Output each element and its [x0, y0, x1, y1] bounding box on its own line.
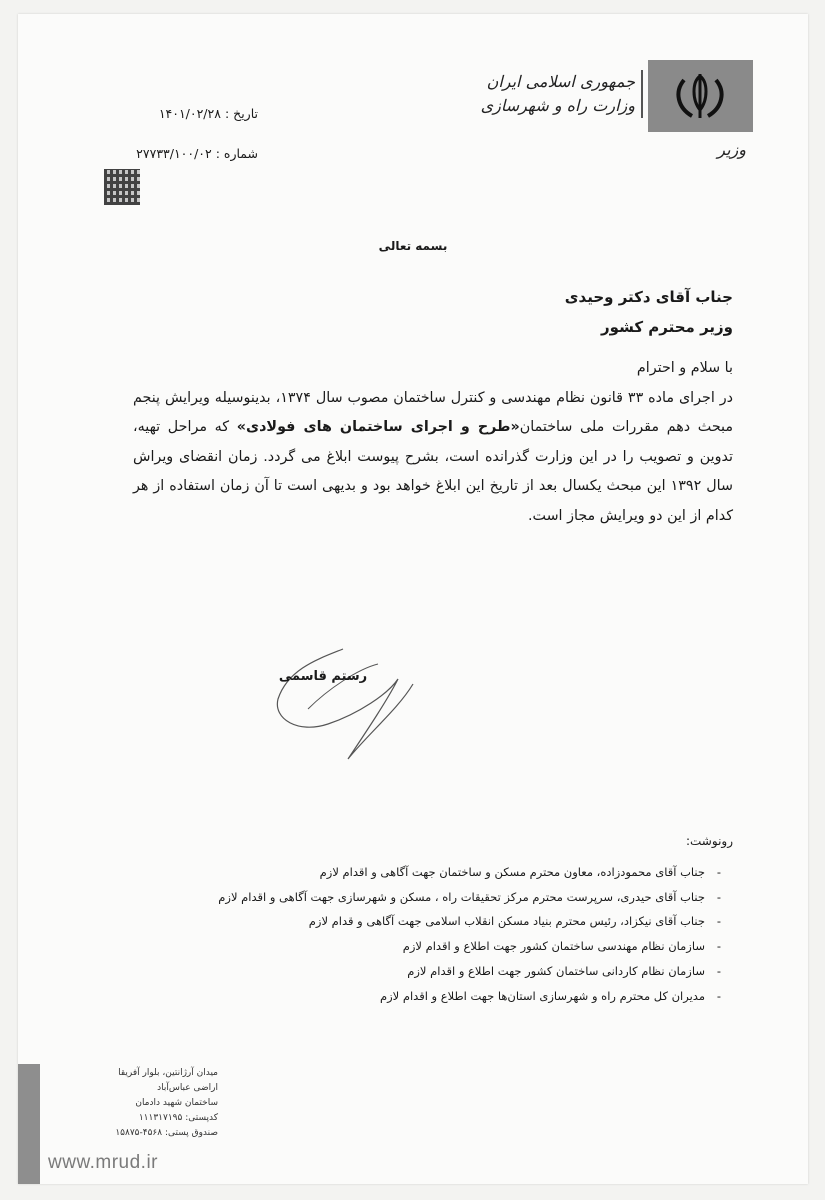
minister-label: وزیر: [717, 140, 746, 159]
basmala: بسمه تعالی: [378, 239, 448, 253]
cc-item-text: سازمان نظام کاردانی ساختمان کشور جهت اطلاع و اقدام لازم: [407, 963, 705, 978]
recipient-title: وزیر محترم کشور: [601, 318, 733, 336]
footer-address: [48, 1066, 218, 1141]
list-dash: -: [716, 939, 722, 954]
cc-list: [133, 860, 733, 1008]
emblem-block: [648, 60, 753, 132]
address-line: میدان آرژانتین، بلوار آفریقا: [118, 1068, 218, 1078]
list-dash: -: [716, 963, 722, 978]
gov-line-2: وزارت راه و شهرسازی: [480, 96, 635, 115]
greeting: با سلام و احترام: [636, 360, 733, 376]
number-row: [58, 134, 258, 174]
number-label: شماره :: [215, 146, 258, 161]
letter-body: [133, 354, 733, 531]
list-dash: -: [716, 865, 722, 879]
address-line: اراضی عباس‌آباد: [157, 1083, 218, 1093]
signature-icon: [248, 639, 428, 769]
list-item: [133, 909, 733, 934]
list-item: [133, 934, 733, 959]
qr-code: [104, 169, 140, 205]
cc-item-text: سازمان نظام مهندسی ساختمان کشور جهت اطلاع و اقدام لازم: [402, 939, 705, 954]
po-box: صندوق پستی: ۴۵۶۸-۱۵۸۷۵: [115, 1128, 218, 1138]
date-label: تاریخ :: [224, 106, 258, 121]
number-value: ۲۷۷۳۳/۱۰۰/۰۲: [136, 146, 212, 161]
letter-page: [18, 14, 808, 1184]
body-title-bold: «طرح و اجرای ساختمان های فولادی»: [236, 419, 520, 435]
list-item: [133, 885, 733, 910]
date-value: ۱۴۰۱/۰۲/۲۸: [158, 106, 221, 121]
cc-title: رونوشت:: [685, 834, 733, 848]
iran-emblem-icon: [670, 70, 730, 122]
recipient-name: جناب آقای دکتر وحیدی: [564, 288, 733, 306]
list-item: [133, 984, 733, 1009]
footer-bar: [18, 1064, 40, 1184]
list-item: [133, 860, 733, 885]
list-dash: -: [716, 889, 722, 904]
list-item: [133, 959, 733, 984]
ministry-name: [475, 70, 643, 118]
signer-name: رستم قاسمی: [278, 669, 368, 684]
date-row: [58, 94, 258, 134]
website-link[interactable]: www.mrud.ir: [48, 1152, 159, 1173]
cc-item-text: جناب آقای حیدری، سرپرست محترم مرکز تحقیقات راه ، مسکن و شهرسازی جهت آگاهی و اقدام لازم: [218, 889, 705, 904]
recipient: [333, 282, 733, 342]
postal-code: کدپستی: ۱۱۱۳۱۷۱۹۵: [138, 1113, 218, 1123]
body-text-2: که مراحل تهیه، تدوین و تصویب را در این وزارت گذرانده است، بشرح پیوست ابلاغ می گردد. زمان انقضای ویراش سال ۱۳۹۲ این مبحث یکسال بعد از تاریخ این ابلاغ خواهد بود و بدیهی است تا آن زمان استفاده از هر کدام از این دو ویرایش مجاز است.: [133, 419, 733, 524]
cc-item-text: جناب آقای نیکزاد، رئیس محترم بنیاد مسکن انقلاب اسلامی جهت آگاهی و قدام لازم: [308, 914, 705, 929]
body-paragraph: [133, 384, 733, 532]
address-line: ساختمان شهید دادمان: [135, 1098, 218, 1108]
cc-item-text: مدیران کل محترم راه و شهرسازی استان‌ها جهت اطلاع و اقدام لازم: [379, 988, 705, 1003]
list-dash: -: [716, 988, 722, 1003]
gov-line-1: جمهوری اسلامی ایران: [486, 72, 635, 91]
cc-item-text: جناب آقای محمودزاده، معاون محترم مسکن و ساختمان جهت آگاهی و اقدام لازم: [319, 865, 705, 879]
body-text-1: در اجرای ماده ۳۳ قانون نظام مهندسی و کنترل ساختمان مصوب سال ۱۳۷۴، بدینوسیله ویرایش پنجم مبحث دهم مقررات ملی ساختمان: [133, 389, 734, 435]
letter-meta: [58, 94, 258, 174]
list-dash: -: [716, 914, 722, 929]
